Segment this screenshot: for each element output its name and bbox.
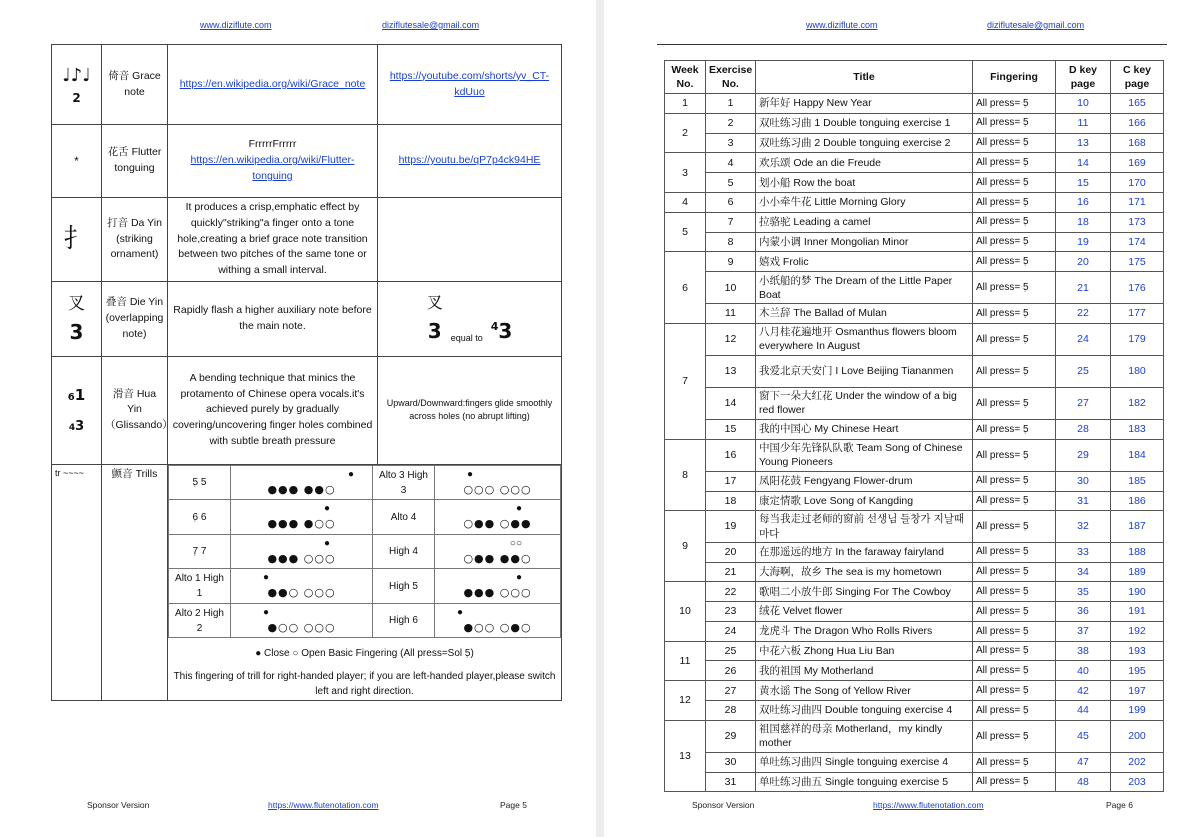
fingering: All press= 5̣ bbox=[973, 621, 1056, 641]
fingering: All press= 5̣ bbox=[973, 542, 1056, 562]
song-title: 凤阳花鼓 Fengyang Flower-drum bbox=[756, 471, 973, 491]
exercise-number: 4 bbox=[706, 153, 756, 173]
d-key-page: 29 bbox=[1056, 439, 1111, 471]
exercise-number: 6 bbox=[706, 192, 756, 212]
fingering: All press= 5̣ bbox=[973, 772, 1056, 792]
song-title: 大海啊，故乡 The sea is my hometown bbox=[756, 562, 973, 582]
da-yin-empty bbox=[378, 198, 562, 282]
exercise-number: 30 bbox=[706, 752, 756, 772]
song-title: 双吐练习曲 2 Double tonguing exercise 2 bbox=[756, 133, 973, 153]
week-number: 9 bbox=[665, 511, 706, 582]
d-key-page: 47 bbox=[1056, 752, 1111, 772]
table-row bbox=[665, 562, 1164, 582]
trill-symbol: tr ~~~~ bbox=[52, 464, 102, 701]
ornament-table bbox=[51, 44, 562, 701]
fingering-dots: ●●● ○○○ bbox=[463, 586, 532, 600]
table-row bbox=[665, 153, 1164, 173]
exercise-number: 7 bbox=[706, 212, 756, 232]
trill-label: High 6 bbox=[373, 603, 435, 638]
c-key-page: 179 bbox=[1111, 323, 1164, 355]
die-yin-description: Rapidly flash a higher auxiliary note before the main note. bbox=[168, 281, 378, 356]
fingering: All press= 5̣ bbox=[973, 323, 1056, 355]
exercise-number: 23 bbox=[706, 602, 756, 622]
site-link[interactable]: www.diziflute.com bbox=[200, 20, 272, 30]
grace-note-symbol bbox=[52, 45, 102, 125]
d-key-page: 34 bbox=[1056, 562, 1111, 582]
die-yin-number: 3 bbox=[69, 319, 84, 344]
hua-yin-extra: Upward/Downward:fingers glide smoothly across holes (no abrupt lifting) bbox=[378, 356, 562, 464]
c-key-page: 185 bbox=[1111, 471, 1164, 491]
d-key-page: 10 bbox=[1056, 94, 1111, 114]
email-link[interactable]: diziflutesale@gmail.com bbox=[987, 20, 1085, 30]
c-key-page: 197 bbox=[1111, 681, 1164, 701]
table-row bbox=[52, 45, 562, 125]
song-title: 单吐练习曲四 Single tonguing exercise 4 bbox=[756, 752, 973, 772]
d-key-page: 22 bbox=[1056, 304, 1111, 324]
trill-fingering-chart bbox=[168, 464, 562, 701]
week-number: 6 bbox=[665, 252, 706, 324]
d-key-page: 31 bbox=[1056, 491, 1111, 511]
flutter-symbol: * bbox=[52, 125, 102, 198]
die-yin-grace-note: 4 bbox=[490, 320, 499, 334]
c-key-page: 190 bbox=[1111, 582, 1164, 602]
grace-note-name: 倚音 Grace note bbox=[102, 45, 168, 125]
exercise-number: 29 bbox=[706, 720, 756, 752]
fingering: All press= 5̣ bbox=[973, 133, 1056, 153]
song-title: 单吐练习曲五 Single tonguing exercise 5 bbox=[756, 772, 973, 792]
table-row bbox=[665, 94, 1164, 114]
song-title: 黄水谣 The Song of Yellow River bbox=[756, 681, 973, 701]
footer-link[interactable]: https://www.flutenotation.com bbox=[268, 800, 379, 810]
exercise-number: 26 bbox=[706, 661, 756, 681]
email-link[interactable]: diziflutesale@gmail.com bbox=[382, 20, 480, 30]
song-title: 双吐练习曲四 Double tonguing exercise 4 bbox=[756, 701, 973, 721]
exercise-number: 15 bbox=[706, 419, 756, 439]
c-key-page: 174 bbox=[1111, 232, 1164, 252]
table-row bbox=[665, 491, 1164, 511]
fingering: All press= 5̣ bbox=[973, 272, 1056, 304]
song-title: 我的祖国 My Motherland bbox=[756, 661, 973, 681]
exercise-number: 24 bbox=[706, 621, 756, 641]
hua-yin-main: 1 bbox=[74, 386, 86, 405]
d-key-page: 35 bbox=[1056, 582, 1111, 602]
exercise-number: 14 bbox=[706, 387, 756, 419]
flutter-wiki-link[interactable]: https://en.wikipedia.org/wiki/Flutter-tonguing bbox=[190, 154, 355, 182]
fingering-legend: ● Close ○ Open Basic Fingering (All press=Sol 5̣) bbox=[255, 647, 474, 659]
fingering: All press= 5̣ bbox=[973, 153, 1056, 173]
fingering: All press= 5̣ bbox=[973, 701, 1056, 721]
trill-label: 6̣ 6 bbox=[169, 500, 231, 535]
grace-note-number: 2 bbox=[72, 91, 81, 105]
hua-yin-description: A bending technique that minics the protamento of Chinese opera vocals.it's achieved purely by gradually covering/uncovering finger holes combined with subtle breath pressure bbox=[168, 356, 378, 464]
c-key-page: 169 bbox=[1111, 153, 1164, 173]
d-key-page: 45 bbox=[1056, 720, 1111, 752]
trill-label: High 5 bbox=[373, 569, 435, 604]
header-c-key: C key page bbox=[1111, 61, 1164, 94]
song-title: 中花六板 Zhong Hua Liu Ban bbox=[756, 641, 973, 661]
week-number: 2 bbox=[665, 113, 706, 153]
fingering-dots: ●○○ ○○○ bbox=[267, 620, 336, 634]
da-yin-description: It produces a crisp,emphatic effect by quickly"striking"a finger onto a tone hole,creating a brief grace note transition between two pitches of the same tone or withing a small interval. bbox=[168, 198, 378, 282]
table-header-row bbox=[665, 61, 1164, 94]
table-row bbox=[665, 355, 1164, 387]
table-row bbox=[52, 464, 562, 701]
song-title: 龙虎斗 The Dragon Who Rolls Rivers bbox=[756, 621, 973, 641]
song-title: 拉骆驼 Leading a camel bbox=[756, 212, 973, 232]
exercise-number: 22 bbox=[706, 582, 756, 602]
thumb-hole: ● bbox=[263, 572, 270, 584]
d-key-page: 11 bbox=[1056, 113, 1111, 133]
d-key-page: 48 bbox=[1056, 772, 1111, 792]
c-key-page: 176 bbox=[1111, 272, 1164, 304]
c-key-page: 189 bbox=[1111, 562, 1164, 582]
equal-to-text: equal to bbox=[450, 333, 483, 344]
die-yin-example-mark: 叉 bbox=[426, 294, 443, 312]
d-key-page: 40 bbox=[1056, 661, 1111, 681]
table-row bbox=[52, 281, 562, 356]
song-title: 欢乐颂 Ode an die Freude bbox=[756, 153, 973, 173]
thumb-hole: ● bbox=[263, 606, 270, 618]
d-key-page: 21 bbox=[1056, 272, 1111, 304]
fingering: All press= 5̣ bbox=[973, 419, 1056, 439]
exercise-number: 18 bbox=[706, 491, 756, 511]
thumb-hole: ● bbox=[515, 572, 522, 584]
song-title: 祖国慈祥的母亲 Motherland，my kindly mother bbox=[756, 720, 973, 752]
c-key-page: 165 bbox=[1111, 94, 1164, 114]
die-yin-mark: 叉 bbox=[68, 294, 85, 313]
trill-label: Alto 4 bbox=[373, 500, 435, 535]
fingering: All press= 5̣ bbox=[973, 471, 1056, 491]
fingering: All press= 5̣ bbox=[973, 641, 1056, 661]
c-key-page: 188 bbox=[1111, 542, 1164, 562]
table-row bbox=[665, 419, 1164, 439]
exercise-number: 11 bbox=[706, 304, 756, 324]
song-title: 我爱北京天安门 I Love Beijing Tiananmen bbox=[756, 355, 973, 387]
table-row bbox=[665, 192, 1164, 212]
trill-grid bbox=[168, 465, 561, 701]
c-key-page: 199 bbox=[1111, 701, 1164, 721]
flutter-video-link[interactable]: https://youtu.be/qP7p4ck94HE bbox=[398, 154, 541, 167]
table-row bbox=[665, 439, 1164, 471]
table-row bbox=[665, 113, 1164, 133]
song-title: 双吐练习曲 1 Double tonguing exercise 1 bbox=[756, 113, 973, 133]
c-key-page: 175 bbox=[1111, 252, 1164, 272]
c-key-page: 182 bbox=[1111, 387, 1164, 419]
table-row bbox=[665, 272, 1164, 304]
fingering: All press= 5̣ bbox=[973, 173, 1056, 193]
table-row bbox=[665, 641, 1164, 661]
song-title: 歌唱二小放牛郎 Singing For The Cowboy bbox=[756, 582, 973, 602]
song-title: 八月桂花遍地开 Osmanthus flowers bloom everywhere In August bbox=[756, 323, 973, 355]
exercise-number: 1 bbox=[706, 94, 756, 114]
song-title: 在那遥远的地方 In the faraway fairyland bbox=[756, 542, 973, 562]
d-key-page: 38 bbox=[1056, 641, 1111, 661]
table-row bbox=[665, 511, 1164, 542]
d-key-page: 24 bbox=[1056, 323, 1111, 355]
c-key-page: 166 bbox=[1111, 113, 1164, 133]
week-number: 10 bbox=[665, 582, 706, 641]
table-row bbox=[52, 356, 562, 464]
week-number: 13 bbox=[665, 720, 706, 792]
hua-yin-symbol bbox=[52, 356, 102, 464]
fingering: All press= 5̣ bbox=[973, 752, 1056, 772]
c-key-page: 184 bbox=[1111, 439, 1164, 471]
week-number: 7 bbox=[665, 323, 706, 439]
fingering-dots: ○●● ●●○ bbox=[463, 551, 532, 565]
c-key-page: 193 bbox=[1111, 641, 1164, 661]
die-yin-symbol bbox=[52, 281, 102, 356]
site-link[interactable]: www.diziflute.com bbox=[806, 20, 878, 30]
fingering-dots: ●●● ○○○ bbox=[267, 551, 336, 565]
trill-label: Alto 2 High 2 bbox=[169, 603, 231, 638]
thumb-hole: ● bbox=[515, 503, 522, 515]
exercise-number: 31 bbox=[706, 772, 756, 792]
table-row bbox=[665, 133, 1164, 153]
song-title: 窗下一朵大红花 Under the window of a big red flower bbox=[756, 387, 973, 419]
exercise-number: 16 bbox=[706, 439, 756, 471]
trill-label: Alto 1 High 1 bbox=[169, 569, 231, 604]
exercise-number: 21 bbox=[706, 562, 756, 582]
c-key-page: 203 bbox=[1111, 772, 1164, 792]
d-key-page: 14 bbox=[1056, 153, 1111, 173]
header-fingering: Fingering bbox=[973, 61, 1056, 94]
thumb-hole: ● bbox=[323, 503, 330, 515]
d-key-page: 36 bbox=[1056, 602, 1111, 622]
header-rule bbox=[657, 44, 1167, 45]
page-5 bbox=[0, 0, 596, 837]
song-title: 新年好 Happy New Year bbox=[756, 94, 973, 114]
table-row bbox=[665, 232, 1164, 252]
c-key-page: 168 bbox=[1111, 133, 1164, 153]
d-key-page: 19 bbox=[1056, 232, 1111, 252]
c-key-page: 171 bbox=[1111, 192, 1164, 212]
c-key-page: 187 bbox=[1111, 511, 1164, 542]
fingering-dots: ●●● ●●○ bbox=[267, 482, 336, 496]
table-row bbox=[665, 661, 1164, 681]
fingering: All press= 5̣ bbox=[973, 252, 1056, 272]
header-title: Title bbox=[756, 61, 973, 94]
exercise-number: 17 bbox=[706, 471, 756, 491]
table-row bbox=[665, 323, 1164, 355]
fingering: All press= 5̣ bbox=[973, 94, 1056, 114]
thumb-hole: ● bbox=[467, 468, 474, 480]
thumb-hole: ● bbox=[323, 537, 330, 549]
fingering: All press= 5̣ bbox=[973, 491, 1056, 511]
fingering: All press= 5̣ bbox=[973, 304, 1056, 324]
song-title: 每当我走过老师的窗前 선생님 들창가 지날때마다 bbox=[756, 511, 973, 542]
header-week: Week No. bbox=[665, 61, 706, 94]
d-key-page: 32 bbox=[1056, 511, 1111, 542]
grace-note-wiki-link[interactable]: https://en.wikipedia.org/wiki/Grace_note bbox=[179, 77, 366, 90]
die-yin-example bbox=[378, 281, 562, 356]
fingering: All press= 5̣ bbox=[973, 511, 1056, 542]
c-key-page: 177 bbox=[1111, 304, 1164, 324]
table-row bbox=[665, 681, 1164, 701]
exercise-number: 3 bbox=[706, 133, 756, 153]
fingering: All press= 5̣ bbox=[973, 562, 1056, 582]
song-title: 木兰辞 The Ballad of Mulan bbox=[756, 304, 973, 324]
table-row bbox=[52, 198, 562, 282]
song-title: 我的中国心 My Chinese Heart bbox=[756, 419, 973, 439]
week-number: 1 bbox=[665, 94, 706, 114]
fingering-dots: ●●○ ○○○ bbox=[267, 586, 336, 600]
exercise-number: 13 bbox=[706, 355, 756, 387]
d-key-page: 15 bbox=[1056, 173, 1111, 193]
table-row bbox=[665, 173, 1164, 193]
table-row bbox=[665, 621, 1164, 641]
exercise-number: 10 bbox=[706, 272, 756, 304]
thumb-hole: ● bbox=[347, 468, 354, 480]
song-title: 小纸船的梦 The Dream of the Little Paper Boat bbox=[756, 272, 973, 304]
table-row bbox=[665, 701, 1164, 721]
c-key-page: 195 bbox=[1111, 661, 1164, 681]
d-key-page: 44 bbox=[1056, 701, 1111, 721]
d-key-page: 37 bbox=[1056, 621, 1111, 641]
song-title: 嬉戏 Frolic bbox=[756, 252, 973, 272]
week-number: 4 bbox=[665, 192, 706, 212]
c-key-page: 191 bbox=[1111, 602, 1164, 622]
c-key-page: 180 bbox=[1111, 355, 1164, 387]
table-row bbox=[665, 212, 1164, 232]
footer-link[interactable]: https://www.flutenotation.com bbox=[873, 800, 984, 810]
week-number: 12 bbox=[665, 681, 706, 721]
footer-sponsor: Sponsor Version bbox=[692, 800, 755, 810]
fingering-dots: ○●● ○●● bbox=[463, 517, 532, 531]
fingering: All press= 5̣ bbox=[973, 192, 1056, 212]
c-key-page: 183 bbox=[1111, 419, 1164, 439]
week-number: 8 bbox=[665, 439, 706, 511]
fingering: All press= 5̣ bbox=[973, 681, 1056, 701]
table-row bbox=[665, 720, 1164, 752]
d-key-page: 18 bbox=[1056, 212, 1111, 232]
exercise-number: 12 bbox=[706, 323, 756, 355]
header-d-key: D key page bbox=[1056, 61, 1111, 94]
exercise-number: 28 bbox=[706, 701, 756, 721]
flutter-name: 花舌 Flutter tonguing bbox=[102, 125, 168, 198]
table-row bbox=[665, 542, 1164, 562]
c-key-page: 173 bbox=[1111, 212, 1164, 232]
trill-name: 颤音 Trills bbox=[102, 464, 168, 701]
header-exercise: Exercise No. bbox=[706, 61, 756, 94]
page-number: Page 5 bbox=[500, 800, 527, 810]
da-yin-name: 打音 Da Yin (striking ornament) bbox=[102, 198, 168, 282]
table-row bbox=[665, 304, 1164, 324]
d-key-page: 13 bbox=[1056, 133, 1111, 153]
footer-sponsor: Sponsor Version bbox=[87, 800, 150, 810]
c-key-page: 170 bbox=[1111, 173, 1164, 193]
schedule-table bbox=[664, 60, 1164, 792]
fingering: All press= 5̣ bbox=[973, 113, 1056, 133]
fingering-dots: ○○○ ○○○ bbox=[463, 482, 532, 496]
hua-yin-grace-bottom: 4 bbox=[68, 422, 76, 433]
page-number: Page 6 bbox=[1106, 800, 1133, 810]
d-key-page: 25 bbox=[1056, 355, 1111, 387]
d-key-page: 28 bbox=[1056, 419, 1111, 439]
trill-label: 7̣ 7 bbox=[169, 534, 231, 569]
fingering: All press= 5̣ bbox=[973, 232, 1056, 252]
fingering-dots: ●●● ●○○ bbox=[267, 517, 336, 531]
d-key-page: 16 bbox=[1056, 192, 1111, 212]
fingering: All press= 5̣ bbox=[973, 582, 1056, 602]
exercise-number: 27 bbox=[706, 681, 756, 701]
exercise-number: 5 bbox=[706, 173, 756, 193]
d-key-page: 27 bbox=[1056, 387, 1111, 419]
d-key-page: 30 bbox=[1056, 471, 1111, 491]
c-key-page: 200 bbox=[1111, 720, 1164, 752]
week-number: 11 bbox=[665, 641, 706, 681]
exercise-number: 9 bbox=[706, 252, 756, 272]
exercise-number: 20 bbox=[706, 542, 756, 562]
trill-label: High 4 bbox=[373, 534, 435, 569]
die-yin-main-note: 3 bbox=[498, 318, 513, 343]
thumb-hole: ● bbox=[457, 606, 464, 618]
grace-note-notation: ♩♪♩ bbox=[62, 65, 91, 86]
fingering: All press= 5̣ bbox=[973, 212, 1056, 232]
c-key-page: 186 bbox=[1111, 491, 1164, 511]
exercise-number: 19 bbox=[706, 511, 756, 542]
table-row bbox=[665, 387, 1164, 419]
exercise-number: 25 bbox=[706, 641, 756, 661]
hua-yin-grace-top: 6 bbox=[67, 392, 75, 404]
song-title: 绒花 Velvet flower bbox=[756, 602, 973, 622]
song-title: 划小船 Row the boat bbox=[756, 173, 973, 193]
thumb-hole: ○○ bbox=[509, 537, 522, 549]
table-row bbox=[665, 471, 1164, 491]
week-number: 5 bbox=[665, 212, 706, 252]
fingering: All press= 5̣ bbox=[973, 602, 1056, 622]
trill-label: Alto 3 High 3 bbox=[373, 465, 435, 500]
die-yin-example-note: 3 bbox=[427, 318, 442, 343]
fingering: All press= 5̣ bbox=[973, 387, 1056, 419]
exercise-number: 8 bbox=[706, 232, 756, 252]
week-number: 3 bbox=[665, 153, 706, 193]
table-row bbox=[665, 772, 1164, 792]
die-yin-name: 叠音 Die Yin (overlapping note) bbox=[102, 281, 168, 356]
table-row bbox=[665, 752, 1164, 772]
fingering: All press= 5̣ bbox=[973, 439, 1056, 471]
song-title: 内蒙小调 Inner Mongolian Minor bbox=[756, 232, 973, 252]
d-key-page: 33 bbox=[1056, 542, 1111, 562]
da-yin-symbol: 扌 bbox=[52, 198, 102, 282]
flutter-sound-text: FrrrrrFrrrrr bbox=[248, 138, 297, 151]
fingering: All press= 5̣ bbox=[973, 355, 1056, 387]
exercise-number: 2 bbox=[706, 113, 756, 133]
song-title: 康定情歌 Love Song of Kangding bbox=[756, 491, 973, 511]
table-row bbox=[665, 602, 1164, 622]
d-key-page: 20 bbox=[1056, 252, 1111, 272]
song-title: 小小牵牛花 Little Morning Glory bbox=[756, 192, 973, 212]
table-row bbox=[665, 252, 1164, 272]
song-title: 中国少年先锋队队歌 Team Song of Chinese Young Pioneers bbox=[756, 439, 973, 471]
table-row bbox=[665, 582, 1164, 602]
grace-note-video-link[interactable]: https://youtube.com/shorts/yv_CT-kdUuo bbox=[389, 69, 550, 98]
table-row bbox=[52, 125, 562, 198]
hua-yin-bottom: 3 bbox=[75, 418, 85, 434]
trill-label: 5̣ 5 bbox=[169, 465, 231, 500]
c-key-page: 192 bbox=[1111, 621, 1164, 641]
fingering: All press= 5̣ bbox=[973, 720, 1056, 752]
trill-note: This fingering of trill for right-handed player; if you are left-handed player,please switch left and right direction. bbox=[173, 671, 556, 698]
schedule-body bbox=[665, 94, 1164, 792]
hua-yin-name: 滑音 Hua Yin （Glissando） bbox=[102, 356, 168, 464]
fingering: All press= 5̣ bbox=[973, 661, 1056, 681]
c-key-page: 202 bbox=[1111, 752, 1164, 772]
fingering-dots: ●○○ ○●○ bbox=[463, 620, 532, 634]
d-key-page: 42 bbox=[1056, 681, 1111, 701]
